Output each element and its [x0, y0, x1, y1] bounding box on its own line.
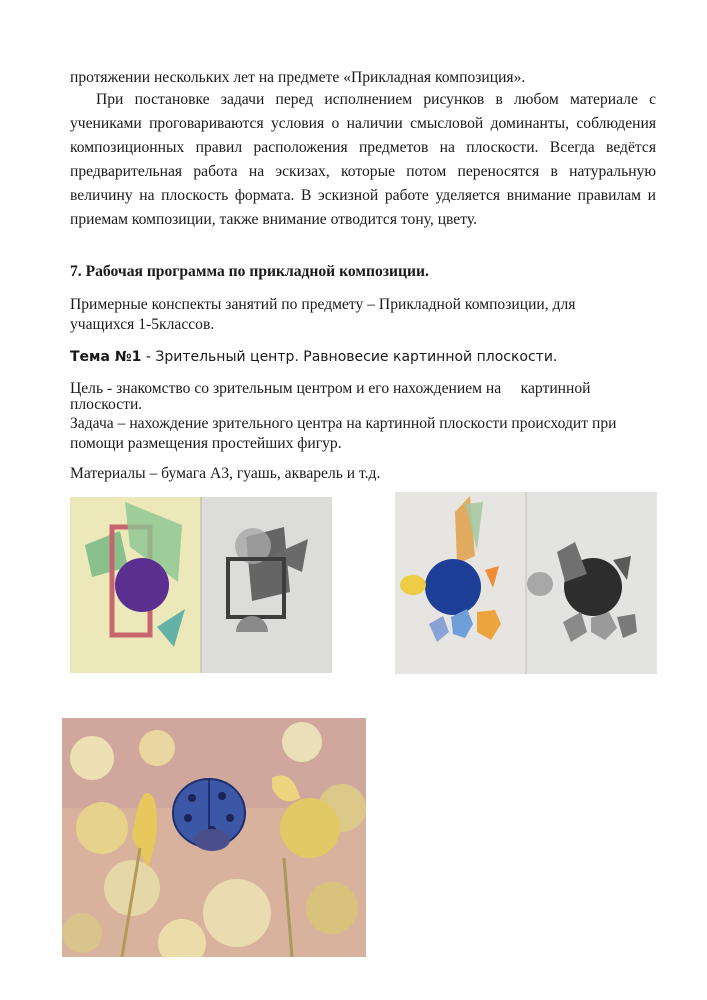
- task-line-1: Задача – нахождение зрительного центра на картинной плоскости происходит при: [70, 415, 617, 432]
- topic-line: [70, 345, 670, 369]
- ladybug-painting: [62, 718, 366, 957]
- program-line-2: учащихся 1-5классов.: [70, 316, 215, 333]
- goal-line-2: плоскости.: [70, 396, 143, 413]
- task-paragraph: При постановке задачи перед исполнением рисунков в любом материале с учениками проговариваются условия о наличии смысловой доминанты, соблюдения композиционных правил расположения предметов на плоскости. Всегда ведётся предварительная работа на эскизах, которые потом переносятся в натуральную величину на плоскость формата. В эскизной работе уделяется внимание правилам и приемам композиции, также внимание отводится тону, цвету.: [70, 91, 656, 228]
- topic-label: Тема №1: [70, 349, 142, 365]
- composition-photo-1: [70, 497, 332, 673]
- section-heading: 7. Рабочая программа по прикладной композиции.: [70, 263, 429, 280]
- task-line-2: помощи размещения простейших фигур.: [70, 435, 342, 452]
- program-line-1: Примерные конспекты занятий по предмету – Прикладной композиции, для: [70, 296, 576, 313]
- goal-line-1: Цель - знакомство со зрительным центром и его нахождением на картинной: [70, 380, 591, 397]
- composition-photo-2: [395, 492, 657, 674]
- materials-line: Материалы – бумага А3, гуашь, акварель и т.д.: [70, 465, 381, 482]
- topic-text: - Зрительный центр. Равновесие картинной плоскости.: [141, 349, 558, 365]
- intro-line: протяжении нескольких лет на предмете «Прикладная композиция».: [70, 69, 526, 86]
